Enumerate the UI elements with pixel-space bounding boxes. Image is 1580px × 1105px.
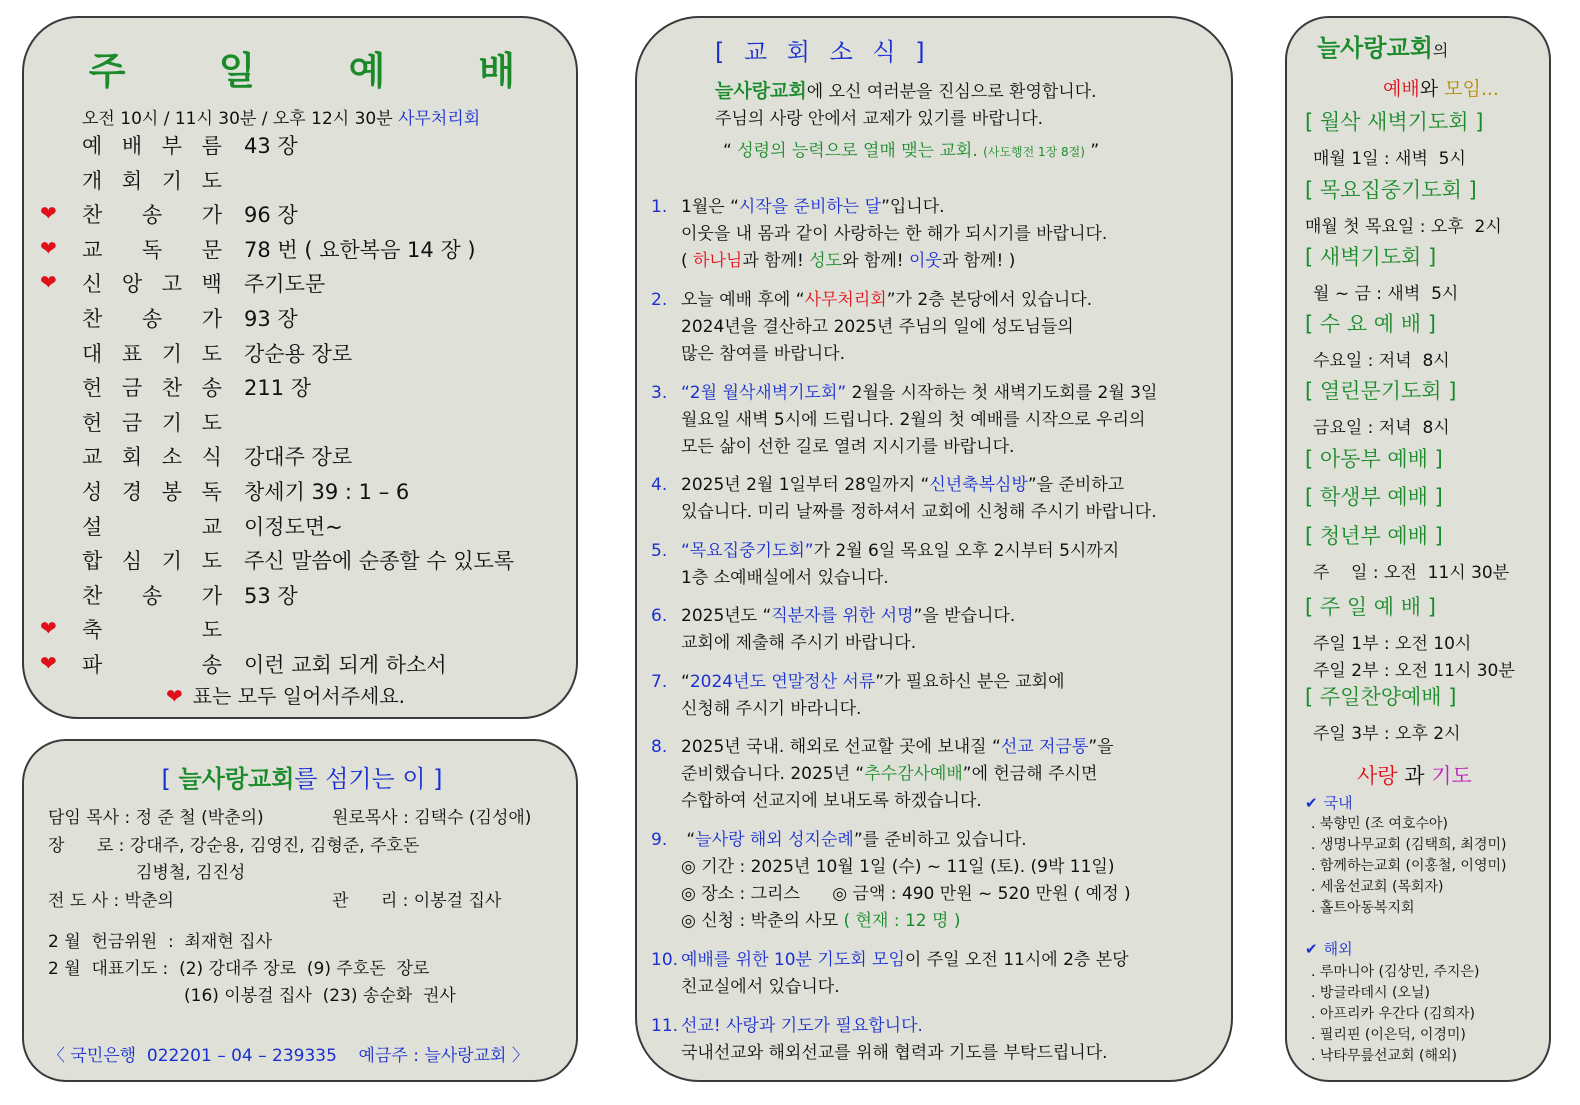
order-label-char: 가 (201, 203, 222, 228)
order-label-char: 독 (141, 237, 163, 262)
meeting-detail: 월 ~ 금 : 새벽 5시 (1313, 284, 1459, 304)
news-text: 가 2월 6일 목요일 오후 2시부터 5시까지 (813, 541, 1120, 561)
standing-note (166, 680, 405, 709)
news-text: “2월 월삭새벽기도회” (681, 383, 847, 403)
news-item (651, 287, 1092, 368)
news-item (651, 827, 1131, 935)
meetings-panel (1285, 16, 1551, 1082)
news-text: ( (681, 251, 694, 271)
meeting-heading: [ 목요집중기도회 ] (1305, 178, 1477, 202)
news-text: 2024년도 연말정산 서류 (689, 672, 876, 692)
news-item-line (651, 854, 1131, 881)
heart-icon: ❤ (40, 235, 57, 260)
news-text: “ (681, 830, 696, 850)
news-item-line (651, 669, 1065, 696)
order-label-char: 도 (201, 618, 222, 643)
news-text: 2025년도 “ (681, 606, 772, 626)
news-item-number: 9. (651, 830, 668, 850)
meeting-detail: 매월 1일 : 새벽 5시 (1313, 149, 1466, 169)
news-text: 이웃 (908, 251, 942, 271)
order-label-char: 교 (82, 445, 103, 470)
news-text: 신청해 주시기 바라니다. (681, 699, 862, 719)
news-item (651, 538, 1119, 592)
order-label-char: 송 (201, 653, 222, 677)
staff-manager: 관 리 : 이봉걸 집사 (332, 891, 502, 911)
news-item-line (651, 221, 1107, 248)
news-item-line (651, 341, 1092, 368)
order-label-char: 개 (82, 168, 103, 193)
news-item-line (651, 538, 1119, 565)
news-item-line (651, 696, 1065, 723)
news-text: ”을 준비하고 (1027, 475, 1125, 495)
news-item-line (651, 827, 1131, 854)
subtitle-and: 와 (1419, 78, 1439, 100)
order-label-char: 부 (161, 134, 183, 158)
news-item-line (651, 407, 1157, 434)
order-label (82, 130, 222, 160)
prayer-prayer: 기도 (1431, 764, 1472, 788)
news-item-line (651, 565, 1119, 592)
news-item-line (651, 630, 1015, 657)
order-value: 이런 교회 되게 하소서 (244, 653, 447, 677)
order-value: 78 번 ( 요한복음 14 장 ) (244, 237, 476, 262)
order-label-char: 고 (161, 272, 183, 297)
news-text: 하나님 (693, 251, 743, 271)
order-label-char: 송 (141, 307, 163, 331)
order-row (24, 441, 580, 471)
order-label-char: 금 (121, 410, 143, 435)
order-label (82, 338, 222, 368)
order-label-char: 파 (82, 653, 103, 677)
meeting-heading: [ 주일찬양예배 ] (1305, 685, 1457, 709)
news-item-number: 11. (651, 1016, 679, 1036)
news-text: 1월은 “ (681, 197, 739, 217)
news-text: ”입니다. (881, 197, 945, 217)
news-welcome-church: 늘사랑교회 (715, 80, 807, 102)
staff-elders-cont: 김병철, 김진성 (136, 863, 246, 883)
order-value: 창세기 39 : 1 – 6 (244, 480, 410, 504)
news-item (651, 734, 1114, 815)
order-label-char: 교 (82, 237, 103, 262)
order-label-char: 교 (201, 514, 222, 539)
news-text: ”가 2층 본당에서 있습니다. (886, 290, 1093, 310)
verse-close-quote: ” (1090, 141, 1100, 161)
news-text: 과 함께! ) (941, 251, 1016, 271)
subtitle-worship: 예배 (1383, 78, 1420, 100)
news-item-number: 5. (651, 541, 668, 561)
news-item-line (651, 734, 1114, 761)
news-text: 준비했습니다. 2025년 “ (681, 764, 865, 784)
order-label-char: 독 (201, 480, 222, 504)
meeting-detail: 주일 2부 : 오전 11시 30분 (1313, 661, 1515, 681)
news-text: 국내선교와 해외선교를 위해 협력과 기도를 부탁드립니다. (681, 1043, 1108, 1063)
news-text: 선교 저금통 (1000, 737, 1089, 757)
order-label (82, 407, 222, 437)
news-text: 2025년 2월 1일부터 28일까지 “ (681, 475, 930, 495)
heart-icon: ❤ (40, 201, 57, 226)
news-item-number: 10. (651, 950, 679, 970)
order-label-char: 합 (82, 549, 103, 574)
mission-item: . 아프리카 우간다 (김희자) (1311, 1006, 1475, 1022)
order-row (24, 476, 580, 506)
order-row (24, 649, 580, 679)
order-label-char: 설 (82, 514, 103, 539)
news-item-number: 2. (651, 290, 668, 310)
news-text: 늘사랑 해외 성지순례 (695, 830, 854, 850)
order-label (82, 511, 222, 541)
news-text: 사무처리회 (804, 290, 887, 310)
order-label (82, 614, 222, 644)
order-label-char: 심 (121, 549, 143, 574)
news-text: 수합하여 선교지에 보내도록 하겠습니다. (681, 791, 982, 811)
mission-item: . 방글라데시 (오닐) (1311, 985, 1430, 1001)
news-text: ◎ 장소 : 그리스 ◎ 금액 : 490 만원 ~ 520 만원 ( 예정 ) (681, 884, 1131, 904)
news-text: 월요일 새벽 5시에 드립니다. 2월의 첫 예배를 시작으로 우리의 (681, 410, 1146, 430)
mission-item: . 필리핀 (이은덕, 이경미) (1311, 1027, 1466, 1043)
order-row (24, 268, 580, 298)
order-label-char: 도 (201, 168, 222, 193)
news-item-line (651, 287, 1092, 314)
meeting-detail: 금요일 : 저녁 8시 (1313, 418, 1450, 438)
order-label (82, 372, 222, 402)
order-label (82, 441, 222, 471)
order-label-char: 기 (161, 168, 183, 193)
news-text: ”가 필요하신 분은 교회에 (875, 672, 1065, 692)
order-row (24, 545, 580, 575)
order-label-char: 회 (121, 168, 143, 193)
meeting-heading: [ 열린문기도회 ] (1305, 379, 1457, 403)
order-label-char: 찬 (161, 376, 183, 401)
staff-heading-suffix: 를 섬기는 이 ] (294, 765, 443, 793)
order-label-char: 가 (201, 307, 222, 331)
order-label-char: 예 (82, 134, 103, 158)
news-text: 와 함께! (842, 251, 909, 271)
news-text: 2024년을 결산하고 2025년 주님의 일에 성도님들의 (681, 317, 1074, 337)
meetings-title-suffix: 의 (1432, 41, 1449, 60)
staff-heading (24, 759, 580, 794)
news-text: 교회에 제출해 주시기 바랍니다. (681, 633, 917, 653)
news-text: 직분자를 위한 서명 (771, 606, 914, 626)
order-row (24, 372, 580, 402)
heart-icon: ❤ (166, 684, 183, 708)
heart-icon: ❤ (40, 651, 57, 675)
checkmark-icon: ✔ (1305, 794, 1318, 812)
order-label (82, 303, 222, 333)
news-text: ◎ 기간 : 2025년 10월 1일 (수) ~ 11일 (토). (9박 11일) (681, 857, 1115, 877)
staff-senior-pastor: 담임 목사 : 정 준 철 (박춘의) (48, 808, 264, 828)
meeting-detail: 주일 1부 : 오전 10시 (1313, 634, 1472, 654)
meeting-heading: [ 수 요 예 배 ] (1305, 312, 1436, 336)
order-label-char: 찬 (82, 307, 103, 331)
news-text: ( 현재 : 12 명 ) (843, 911, 961, 931)
news-item-line (651, 472, 1157, 499)
order-label-char: 기 (161, 410, 183, 435)
order-value: 주기도문 (244, 272, 326, 297)
staff-emeritus-pastor: 원로목사 : 김택수 (김성애) (332, 808, 532, 828)
news-text: 과 함께! (742, 251, 810, 271)
meeting-heading: [ 학생부 예배 ] (1305, 485, 1443, 509)
staff-elders: 장 로 : 강대주, 강순용, 김영진, 김형준, 주호돈 (48, 836, 420, 856)
order-row (24, 614, 580, 644)
order-value: 이정도면~ (244, 514, 343, 539)
order-value: 96 장 (244, 203, 298, 228)
staff-heading-open: [ (161, 765, 171, 793)
news-item-number: 6. (651, 606, 668, 626)
news-item (651, 472, 1157, 526)
news-item-line (651, 974, 1129, 1001)
order-value: 53 장 (244, 583, 298, 608)
order-label-char: 표 (121, 341, 143, 366)
order-label (82, 545, 222, 575)
mission-item: . 북향민 (조 여호수아) (1311, 816, 1448, 832)
news-item-line (651, 761, 1114, 788)
news-text: 성도 (809, 251, 843, 271)
order-label-char: 성 (82, 480, 103, 504)
news-item (651, 669, 1065, 723)
news-text: 오늘 예배 후에 “ (681, 290, 805, 310)
bank-account: 〈 국민은행 022201 – 04 – 239335 예금주 : 늘사랑교회 〉 (48, 1046, 529, 1066)
standing-note-text: 표는 모두 일어서주세요. (192, 684, 406, 708)
news-item-line (651, 947, 1129, 974)
order-label-char: 헌 (82, 376, 103, 401)
news-text: 신년축복심방 (929, 475, 1028, 495)
order-label (82, 199, 222, 229)
news-text: ”를 준비하고 있습니다. (853, 830, 1027, 850)
verse-open-quote: “ (723, 141, 732, 161)
prayer-and: 과 (1404, 764, 1425, 788)
meetings-title (1317, 28, 1448, 63)
news-text: 이웃을 내 몸과 같이 사랑하는 한 해가 되시기를 바랍니다. (681, 224, 1108, 244)
news-item-line (651, 908, 1131, 935)
news-item (651, 194, 1107, 275)
order-label-char: 송 (201, 376, 222, 401)
order-label (82, 234, 222, 264)
order-row (24, 511, 580, 541)
staff-heading-church: 늘사랑교회 (178, 765, 295, 793)
order-label-char: 앙 (121, 272, 143, 297)
order-label-char: 백 (201, 272, 222, 297)
news-item-line (651, 499, 1157, 526)
order-row (24, 407, 580, 437)
news-item (651, 380, 1157, 461)
news-item-line (651, 603, 1015, 630)
church-news-panel (635, 16, 1233, 1082)
news-text: ”에 헌금해 주시면 (962, 764, 1098, 784)
news-verse (723, 136, 1099, 161)
overseas-heading (1305, 938, 1353, 959)
meeting-heading: [ 청년부 예배 ] (1305, 524, 1443, 548)
news-text: 2월을 시작하는 첫 새벽기도회를 2월 3일 (846, 383, 1158, 403)
order-row (24, 338, 580, 368)
order-label-char: 찬 (82, 583, 103, 608)
order-value: 211 장 (244, 376, 312, 401)
news-item-number: 8. (651, 737, 668, 757)
worship-times (82, 104, 480, 129)
order-label (82, 580, 222, 610)
order-label-char: 헌 (82, 410, 103, 435)
news-item-line (651, 248, 1107, 275)
order-value: 강순용 장로 (244, 341, 353, 366)
worship-order-panel (22, 16, 578, 719)
overseas-label: 해외 (1323, 940, 1353, 958)
heart-icon: ❤ (40, 616, 57, 641)
order-label-char: 송 (141, 583, 163, 608)
order-value: 93 장 (244, 307, 298, 331)
news-item-number: 1. (651, 197, 668, 217)
news-item-line (651, 788, 1114, 815)
order-label-char: 경 (121, 480, 143, 504)
prayer-love: 사랑 (1357, 764, 1398, 788)
news-item-number: 4. (651, 475, 668, 495)
news-heading: [ 교 회 소 식 ] (715, 38, 931, 66)
order-label-char: 도 (201, 410, 222, 435)
meeting-detail: 주 일 : 오전 11시 30분 (1313, 563, 1510, 583)
representative-prayer: 2 월 대표기도 : (2) 강대주 장로 (9) 주호돈 장로 (48, 959, 430, 979)
offering-committee: 2 월 헌금위원 : 최재현 집사 (48, 932, 272, 952)
news-text: 추수감사예배 (864, 764, 963, 784)
news-text: 예배를 위한 10분 기도회 모임 (681, 950, 905, 970)
news-text: 친교실에서 있습니다. (681, 977, 840, 997)
order-label-char: 문 (201, 237, 222, 262)
verse-reference: (사도행전 1장 8절) (983, 145, 1085, 159)
meeting-detail: 수요일 : 저녁 8시 (1313, 351, 1450, 371)
news-text: ”을 받습니다. (913, 606, 1016, 626)
news-text: 시작을 준비하는 달 (738, 197, 882, 217)
order-row (24, 199, 580, 229)
news-text: 선교! 사랑과 기도가 필요합니다. (681, 1016, 923, 1036)
order-label-char: 금 (121, 376, 143, 401)
order-label-char: 배 (121, 134, 143, 158)
mission-item: . 낙타무릎선교회 (해외) (1311, 1048, 1457, 1064)
order-label (82, 165, 222, 195)
news-item-line (651, 314, 1092, 341)
domestic-heading (1305, 792, 1353, 813)
order-label-char: 축 (82, 618, 103, 643)
order-label (82, 476, 222, 506)
news-text: 1층 소예배실에서 있습니다. (681, 568, 889, 588)
order-value: 강대주 장로 (244, 445, 353, 470)
news-item-number: 3. (651, 383, 668, 403)
order-label-char: 기 (161, 341, 183, 366)
order-label-char: 송 (141, 203, 163, 228)
news-item (651, 603, 1015, 657)
order-label-char: 식 (201, 445, 222, 470)
order-label-char: 가 (201, 583, 222, 608)
meeting-heading: [ 월삭 새벽기도회 ] (1305, 110, 1484, 134)
domestic-label: 국내 (1323, 794, 1353, 812)
mission-item: . 생명나무교회 (김택희, 최경미) (1311, 837, 1507, 853)
order-value: 주신 말씀에 순종할 수 있도록 (244, 549, 515, 574)
news-item-line (651, 881, 1131, 908)
news-item (651, 947, 1129, 1001)
news-welcome (715, 76, 1097, 103)
news-item-line (651, 434, 1157, 461)
heart-icon: ❤ (40, 270, 57, 295)
order-label-char: 기 (161, 549, 183, 574)
mission-item: . 세움선교회 (목회자) (1311, 879, 1444, 895)
news-item-line (651, 1040, 1108, 1067)
representative-prayer-cont: (16) 이봉걸 집사 (23) 송순화 권사 (184, 986, 456, 1006)
meeting-heading: [ 아동부 예배 ] (1305, 447, 1443, 471)
news-text: 많은 참여를 바랍니다. (681, 344, 846, 364)
order-label-char: 소 (161, 445, 183, 470)
order-label-char: 도 (201, 549, 222, 574)
order-label-char: 찬 (82, 203, 103, 228)
news-item (651, 1013, 1108, 1067)
order-label-char: 름 (201, 134, 222, 158)
order-label-char: 도 (201, 341, 222, 366)
news-text: ”을 (1088, 737, 1114, 757)
news-fellowship-line: 주님의 사랑 안에서 교제가 있기를 바랍니다. (715, 109, 1044, 129)
worship-time-text: 오전 10시 / 11시 30분 / 오후 12시 30분 (82, 109, 393, 129)
prayer-heading (1357, 760, 1472, 790)
order-row (24, 130, 580, 160)
order-label (82, 268, 222, 298)
meeting-heading: [ 주 일 예 배 ] (1305, 595, 1436, 619)
staff-evangelist: 전 도 사 : 박춘의 (48, 891, 174, 911)
order-row (24, 165, 580, 195)
news-text: 있습니다. 미리 날짜를 정하셔서 교회에 신청해 주시기 바랍니다. (681, 502, 1157, 522)
verse-text: 성령의 능력으로 열매 맺는 교회. (737, 141, 978, 161)
mission-item: . 루마니아 (김상민, 주지은) (1311, 964, 1480, 980)
news-welcome-text: 에 오신 여러분을 진심으로 환영합니다. (806, 82, 1097, 102)
news-item-number: 7. (651, 672, 668, 692)
news-text: “목요집중기도회” (681, 541, 814, 561)
meetings-title-church: 늘사랑교회 (1317, 34, 1433, 62)
subtitle-meetings: 모임... (1444, 78, 1499, 100)
order-label (82, 649, 222, 679)
news-text: ◎ 신청 : 박춘의 사모 (681, 911, 844, 931)
news-text: 모든 삶이 선한 길로 열려 지시기를 바랍니다. (681, 437, 1015, 457)
checkmark-icon: ✔ (1305, 940, 1318, 958)
worship-title: 주 일 예 배 (88, 49, 556, 93)
meeting-heading: [ 새벽기도회 ] (1305, 245, 1437, 269)
order-value: 43 장 (244, 134, 298, 158)
mission-item: . 홀트아동복지회 (1311, 900, 1415, 916)
worship-time-badge: 사무처리회 (398, 109, 481, 129)
news-item-line (651, 380, 1157, 407)
meeting-detail: 주일 3부 : 오후 2시 (1313, 724, 1461, 744)
meetings-subtitle (1383, 74, 1499, 101)
meeting-detail: 매월 첫 목요일 : 오후 2시 (1305, 217, 1502, 237)
news-item-line (651, 1013, 1108, 1040)
order-label-char: 봉 (161, 480, 183, 504)
order-label-char: 신 (82, 272, 103, 297)
order-row (24, 303, 580, 333)
news-text: “ (681, 672, 690, 692)
order-label-char: 회 (121, 445, 143, 470)
mission-item: . 함께하는교회 (이홍철, 이영미) (1311, 858, 1507, 874)
church-staff-panel (22, 739, 578, 1082)
news-text: 2025년 국내. 해외로 선교할 곳에 보내질 “ (681, 737, 1001, 757)
order-label-char: 대 (82, 341, 103, 366)
order-row (24, 580, 580, 610)
news-text: 이 주일 오전 11시에 2층 본당 (904, 950, 1129, 970)
order-row (24, 234, 580, 264)
news-item-line (651, 194, 1107, 221)
